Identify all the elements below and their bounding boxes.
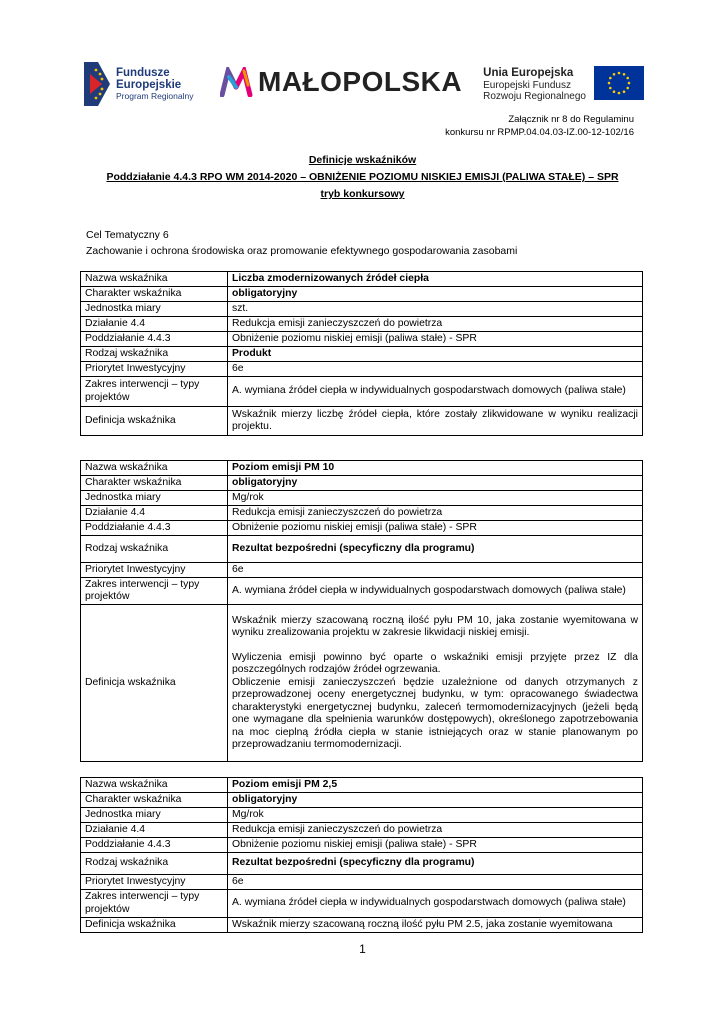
row-value: Poziom emisji PM 10 [228,461,643,476]
definition-paragraph: Wyliczenia emisji powinno być oparte o wskaźniki emisji przyjęte przez IZ dla poszczególnych rodzajów źródeł ogrzewania. [232,651,638,675]
row-label: Poddziałanie 4.4.3 [81,838,228,853]
row-label: Jednostka miary [81,808,228,823]
table-row [81,793,643,808]
eu-flag-icon [594,66,644,100]
row-label: Jednostka miary [81,302,228,317]
row-value: Obniżenie poziomu niskiej emisji (paliwa stałe) - SPR [228,332,643,347]
row-label: Rodzaj wskaźnika [81,536,228,563]
row-label: Działanie 4.4 [81,823,228,838]
row-value: szt. [228,302,643,317]
row-label: Zakres interwencji – typy projektów [81,890,228,918]
table-row [81,317,643,332]
table-row [81,853,643,875]
fe-line3: Program Regionalny [116,90,194,101]
row-value: Obniżenie poziomu niskiej emisji (paliwa stałe) - SPR [228,838,643,853]
row-label: Charakter wskaźnika [81,476,228,491]
fundusze-flag-icon [84,62,110,106]
table-row [81,778,643,793]
row-label: Nazwa wskaźnika [81,778,228,793]
row-label: Nazwa wskaźnika [81,272,228,287]
row-value: Redukcja emisji zanieczyszczeń do powietrza [228,317,643,332]
header-logos [84,58,644,110]
page-number: 1 [359,942,366,956]
row-label: Priorytet Inwestycyjny [81,362,228,377]
row-value: obligatoryjny [228,287,643,302]
row-value: Mg/rok [228,808,643,823]
title-line1: Definicje wskaźników [308,154,417,166]
table-row [81,347,643,362]
row-label: Charakter wskaźnika [81,793,228,808]
table-row [81,918,643,933]
malopolska-m-icon [220,67,254,97]
row-label: Działanie 4.4 [81,506,228,521]
table-row [81,491,643,506]
definition-paragraph: Wskaźnik mierzy szacowaną roczną ilość pyłu PM 10, jaka zostanie wyemitowana w wyniku zrealizowania projektu w zakresie likwidacji niskiej emisji. [232,614,638,638]
row-value: 6e [228,362,643,377]
fundusze-europejskie-logo [84,62,193,106]
row-value: Redukcja emisji zanieczyszczeń do powietrza [228,823,643,838]
unia-europejska-logo [483,66,644,102]
table-row [81,605,643,762]
annex-line2: konkursu nr RPMP.04.04.03-IZ.00-12-102/16 [445,126,634,138]
indicator-table-2 [80,460,643,762]
row-label: Priorytet Inwestycyjny [81,563,228,578]
table-row [81,823,643,838]
row-value: A. wymiana źródeł ciepła w indywidualnych gospodarstwach domowych (paliwa stałe) [228,377,643,407]
row-value: Redukcja emisji zanieczyszczeń do powietrza [228,506,643,521]
fe-line1: Fundusze [116,66,170,79]
row-label: Definicja wskaźnika [81,407,228,436]
row-label: Poddziałanie 4.4.3 [81,521,228,536]
cel-line2: Zachowanie i ochrona środowiska oraz promowanie efektywnego gospodarowania zasobami [86,245,518,257]
row-value: Liczba zmodernizowanych źródeł ciepła [228,272,643,287]
table-row [81,578,643,605]
malopolska-text: MAŁOPOLSKA [258,66,463,97]
row-label: Jednostka miary [81,491,228,506]
annex-line1: Załącznik nr 8 do Regulaminu [508,114,634,125]
row-value: Poziom emisji PM 2,5 [228,778,643,793]
table-row [81,476,643,491]
table-row [81,272,643,287]
title-line2: Poddziałanie 4.4.3 RPO WM 2014-2020 – OBNIŻENIE POZIOMU NISKIEJ EMISJI (PALIWA STAŁE) – SPR [106,171,619,183]
table-row [81,838,643,853]
row-value: A. wymiana źródeł ciepła w indywidualnych gospodarstwach domowych (paliwa stałe) [228,578,643,605]
ue-line3: Rozwoju Regionalnego [483,91,586,102]
row-label: Charakter wskaźnika [81,287,228,302]
table-row [81,875,643,890]
row-label: Rodzaj wskaźnika [81,853,228,875]
row-value: Wskaźnik mierzy liczbę źródeł ciepła, które zostały zlikwidowane w wyniku realizacji projektu. [228,407,643,436]
table-row [81,506,643,521]
row-label: Zakres interwencji – typy projektów [81,578,228,605]
table-row [81,332,643,347]
ue-line2: Europejski Fundusz [483,80,571,91]
row-label: Poddziałanie 4.4.3 [81,332,228,347]
row-value: obligatoryjny [228,793,643,808]
indicator-table-3 [80,777,643,933]
indicator-table-1 [80,271,643,436]
table-row [81,287,643,302]
row-value: Wskaźnik mierzy szacowaną roczną ilość pyłu PM 2.5, jaka zostanie wyemitowana [228,918,643,933]
annex-note [445,114,634,139]
table-row [81,890,643,918]
table-row [81,461,643,476]
row-value: obligatoryjny [228,476,643,491]
table-row [81,563,643,578]
row-value: 6e [228,563,643,578]
row-label: Działanie 4.4 [81,317,228,332]
table-row [81,521,643,536]
ue-line1: Unia Europejska [483,67,574,79]
table-row [81,377,643,407]
row-value: Produkt [228,347,643,362]
table-row [81,302,643,317]
thematic-objective [86,227,517,259]
fe-line2: Europejskie [116,78,182,91]
row-label: Definicja wskaźnika [81,605,228,762]
row-value: Obniżenie poziomu niskiej emisji (paliwa stałe) - SPR [228,521,643,536]
table-row [81,407,643,436]
definition-paragraph: Obliczenie emisji zanieczyszczeń będzie uzależnione od danych otrzymanych z przeprowadzonej oceny energetycznej budynku, w tym: opracowanego świadectwa charakterystyki energetycznej budynku, zaleceń termomodernizacyjnych (jeżeli będą one wymagane dla spełnienia warunków dostępowych), określonego zapotrzebowania na moc cieplną źródła ciepła w stanie istniejących oraz w stanie planowanym po przeprowadzaniu termomodernizacji. [232,676,638,750]
row-label: Definicja wskaźnika [81,918,228,933]
table-row [81,536,643,563]
title-line3: tryb konkursowy [320,188,405,200]
row-label: Rodzaj wskaźnika [81,347,228,362]
row-value: Rezultat bezpośredni (specyficzny dla programu) [228,536,643,563]
row-label: Priorytet Inwestycyjny [81,875,228,890]
table-row [81,362,643,377]
cel-line1: Cel Tematyczny 6 [86,229,169,241]
row-label: Zakres interwencji – typy projektów [81,377,228,407]
row-value: Rezultat bezpośredni (specyficzny dla programu) [228,853,643,875]
row-value: 6e [228,875,643,890]
row-label: Nazwa wskaźnika [81,461,228,476]
malopolska-logo [220,66,462,98]
document-title [0,152,725,203]
row-value: Mg/rok [228,491,643,506]
row-value: A. wymiana źródeł ciepła w indywidualnych gospodarstwach domowych (paliwa stałe) [228,890,643,918]
table-row [81,808,643,823]
row-value [228,605,643,762]
